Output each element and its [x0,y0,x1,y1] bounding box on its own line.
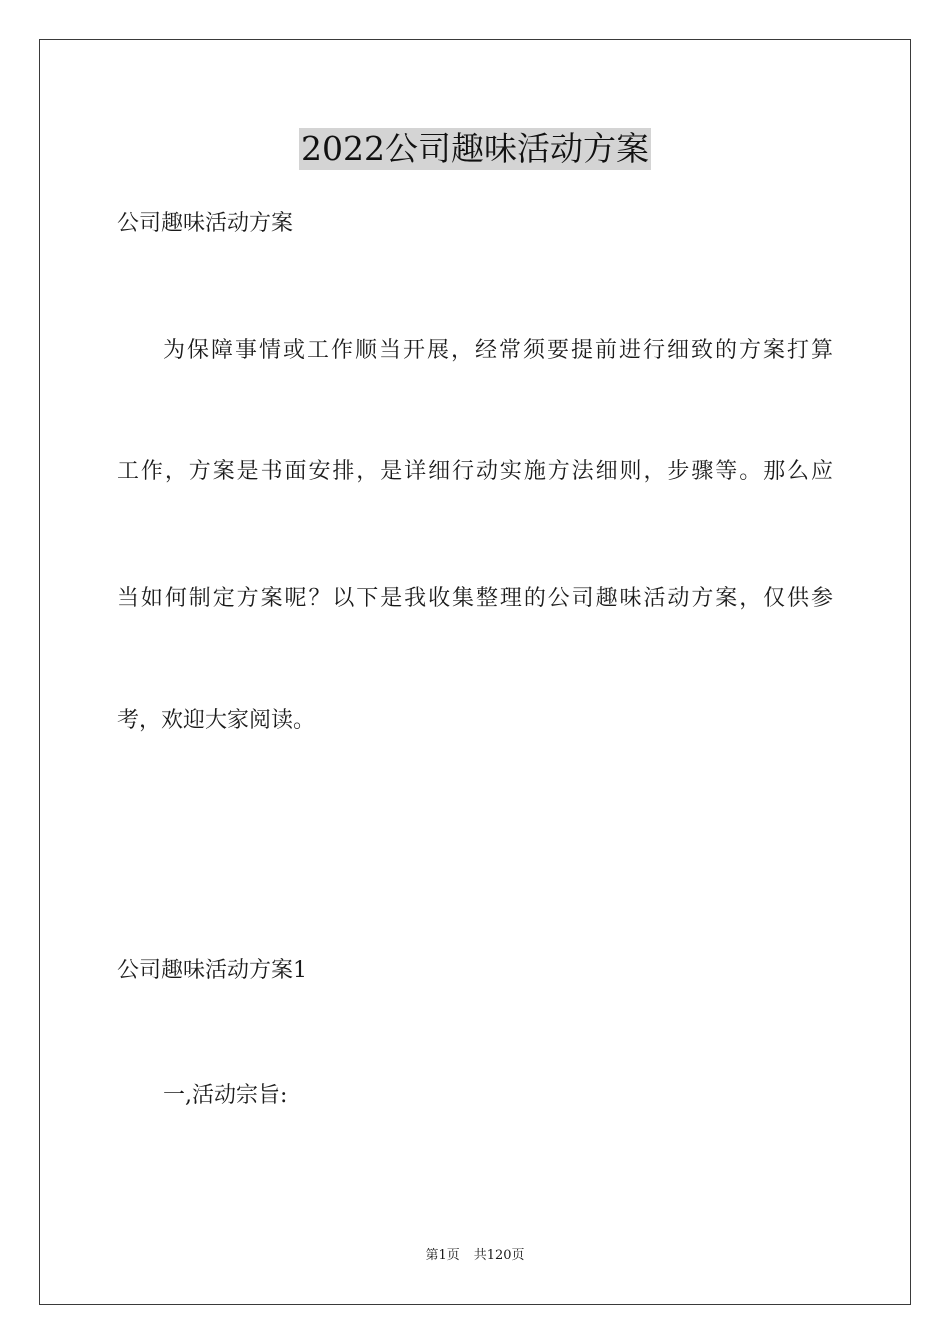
page-footer [0,1247,950,1265]
section-heading: 公司趣味活动方案1 [117,958,307,983]
document-title: 2022公司趣味活动方案 [301,129,649,168]
page-current: 第1页 [425,1248,460,1263]
title-container [0,128,950,170]
intro-line-4: 考，欢迎大家阅读。 [117,708,316,733]
section-item: 一,活动宗旨: [163,1083,288,1108]
intro-line-1: 为保障事情或工作顺当开展，经常须要提前进行细致的方案打算 [163,338,833,363]
document-subtitle: 公司趣味活动方案 [117,211,294,236]
page-total: 共120页 [473,1248,525,1263]
intro-line-3: 当如何制定方案呢？以下是我收集整理的公司趣味活动方案，仅供参 [117,586,833,611]
intro-line-2: 工作，方案是书面安排，是详细行动实施方法细则，步骤等。那么应 [117,459,833,484]
